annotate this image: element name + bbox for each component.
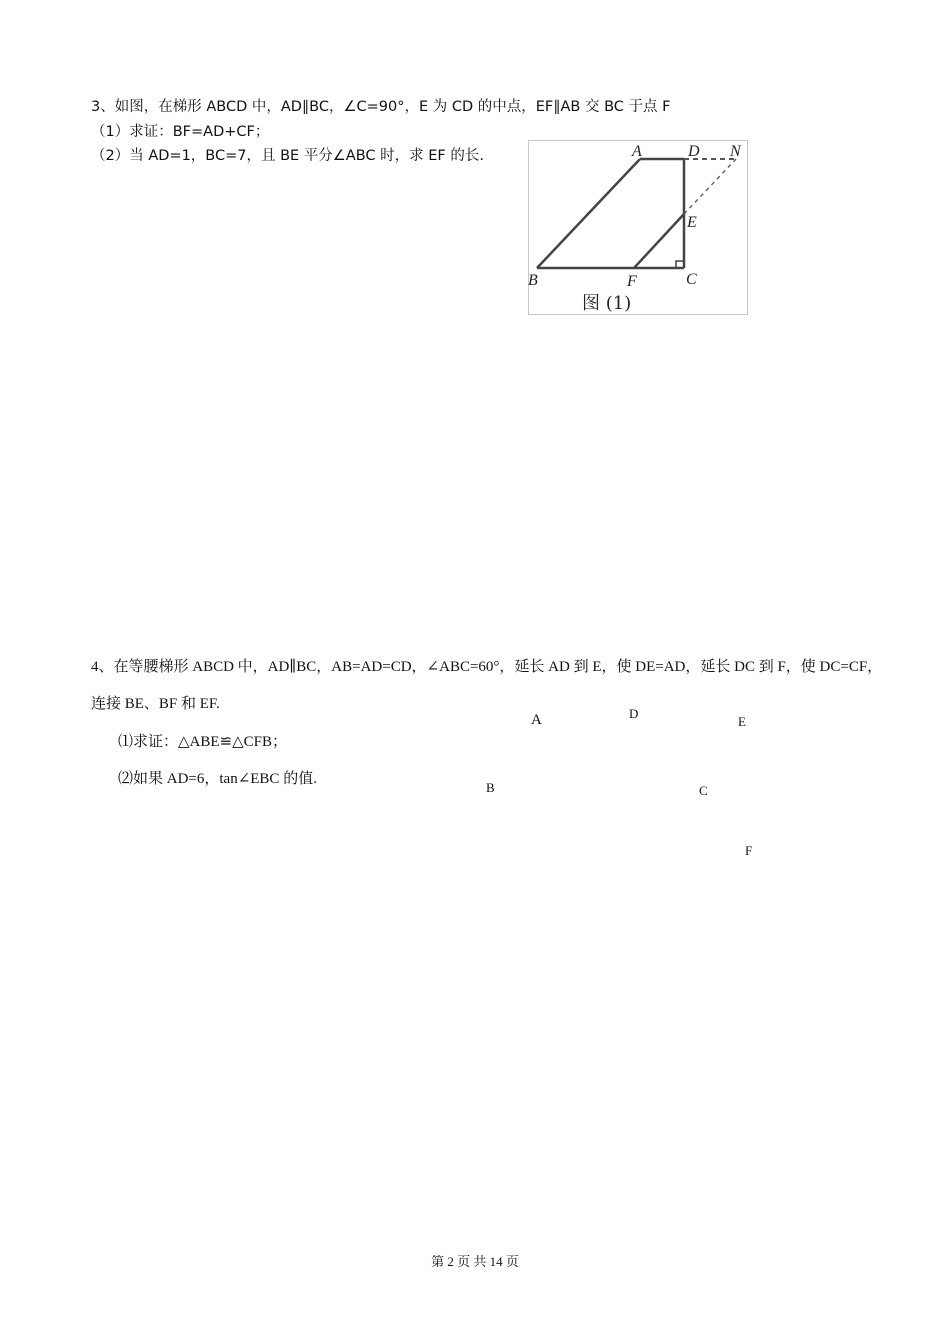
point-label-E: E	[738, 714, 746, 729]
question-3-title: 3、如图，在梯形 ABCD 中，AD∥BC，∠C=90°，E 为 CD 的中点，EF∥AB 交 BC 于点 F	[91, 99, 671, 115]
question-3-part-2: （2）当 AD=1，BC=7，且 BE 平分∠ABC 时，求 EF 的长.	[91, 148, 484, 164]
label-N: N	[730, 143, 741, 160]
trapezoid-figure-1	[528, 140, 748, 315]
question-3-part-1: （1）求证：BF=AD+CF；	[91, 124, 270, 140]
point-label-F: F	[745, 843, 753, 858]
question-4-connect: 连接 BE、BF 和 EF.	[91, 696, 220, 712]
question-4-part-1: ⑴求证：△ABE≌△CFB；	[118, 734, 287, 750]
label-D: D	[688, 143, 700, 160]
figure-caption: 图 (1)	[582, 293, 632, 314]
point-label-D: D	[629, 706, 639, 721]
label-A: A	[632, 143, 642, 160]
point-label-A: A	[531, 712, 542, 728]
label-B: B	[528, 272, 538, 289]
figure-frame	[529, 141, 748, 315]
point-label-B: B	[486, 780, 495, 795]
page-footer: 第 2 页 共 14 页	[431, 1254, 519, 1269]
point-label-C: C	[699, 783, 708, 798]
label-E: E	[687, 214, 697, 231]
label-C: C	[686, 271, 697, 288]
question-4-title: 4、在等腰梯形 ABCD 中，AD∥BC，AB=AD=CD，∠ABC=60°，延长 AD 到 E，使 DE=AD，延长 DC 到 F，使 DC=CF，	[91, 659, 883, 675]
question-4-part-2: ⑵如果 AD=6，tan∠EBC 的值.	[118, 771, 317, 787]
label-F: F	[627, 273, 637, 290]
